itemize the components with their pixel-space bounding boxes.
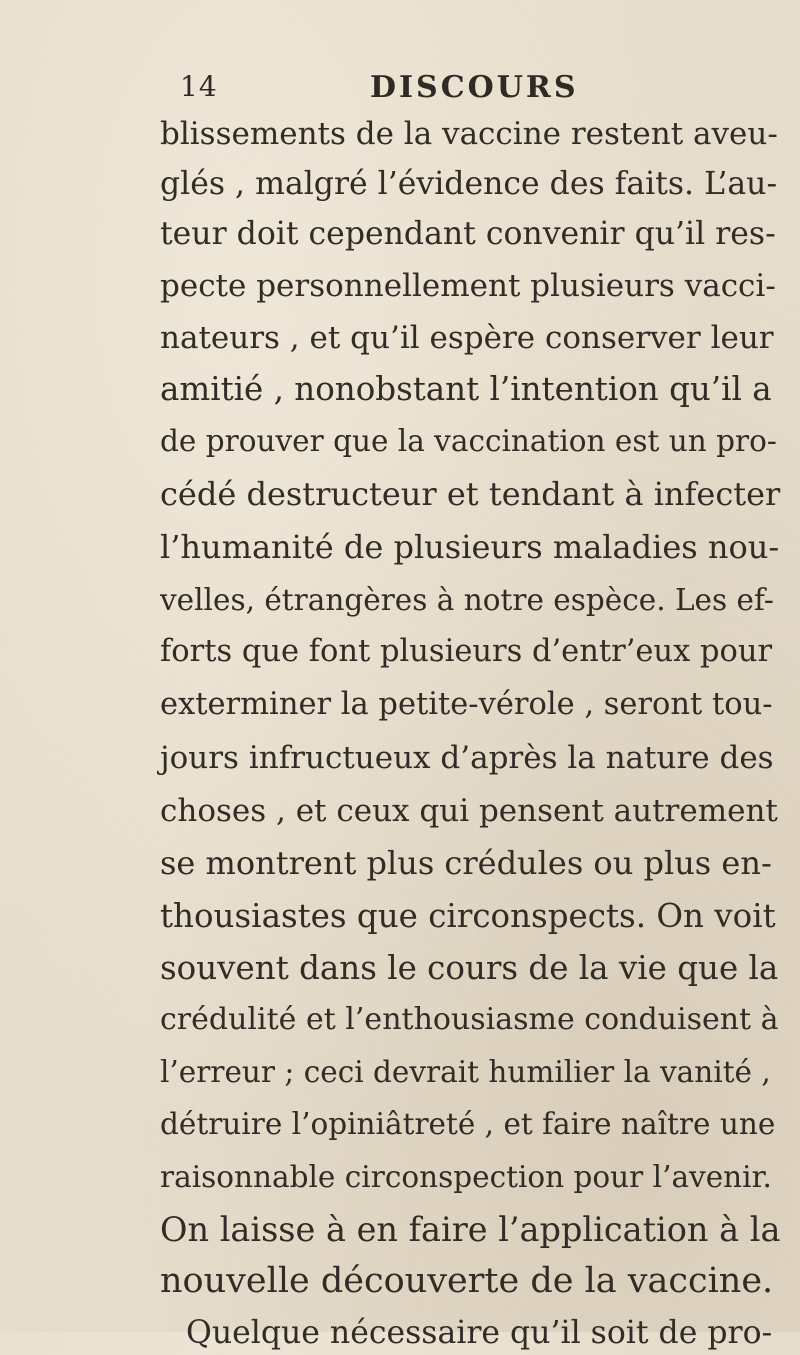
text-line: velles, étrangères à notre espèce. Les ef-: [160, 583, 774, 617]
text-line: pecte personnellement plusieurs vacci-: [160, 268, 776, 304]
page-number: 14: [180, 70, 218, 103]
text-line: l’humanité de plusieurs maladies nou-: [160, 528, 780, 566]
text-line: détruire l’opiniâtreté , et faire naître une: [160, 1107, 776, 1141]
text-line: exterminer la petite-vérole , seront tou-: [160, 687, 773, 722]
text-line: blissements de la vaccine restent aveu-: [160, 116, 778, 152]
text-line: Quelque nécessaire qu’il soit de pro-: [186, 1315, 773, 1351]
text-line: On laisse à en faire l’application à la: [160, 1210, 781, 1249]
page-header: [0, 64, 800, 114]
text-line: crédulité et l’enthousiasme conduisent à: [160, 1002, 779, 1037]
text-line: se montrent plus crédules ou plus en-: [160, 844, 772, 882]
text-line: choses , et ceux qui pensent autrement: [160, 793, 778, 829]
text-line: amitié , nonobstant l’intention qu’il a: [160, 370, 772, 408]
text-line: nouvelle découverte de la vaccine.: [160, 1261, 774, 1301]
text-line: souvent dans le cours de la vie que la: [160, 949, 779, 987]
text-line: nateurs , et qu’il espère conserver leur: [160, 320, 774, 356]
text-line: teur doit cependant convenir qu’il res-: [160, 216, 776, 252]
text-line: raisonnable circonspection pour l’avenir.: [160, 1160, 772, 1194]
text-line: cédé destructeur et tendant à infecter: [160, 475, 781, 513]
text-line: jours infructueux d’après la nature des: [160, 740, 774, 776]
text-line: l’erreur ; ceci devrait humilier la vanité ,: [160, 1055, 771, 1089]
text-line: glés , malgré l’évidence des faits. L’au-: [160, 166, 778, 202]
text-line: forts que font plusieurs d’entr’eux pour: [160, 634, 773, 669]
running-head: DISCOURS: [370, 70, 579, 105]
text-line: de prouver que la vaccination est un pro-: [160, 424, 777, 458]
text-line: thousiastes que circonspects. On voit: [160, 897, 776, 935]
